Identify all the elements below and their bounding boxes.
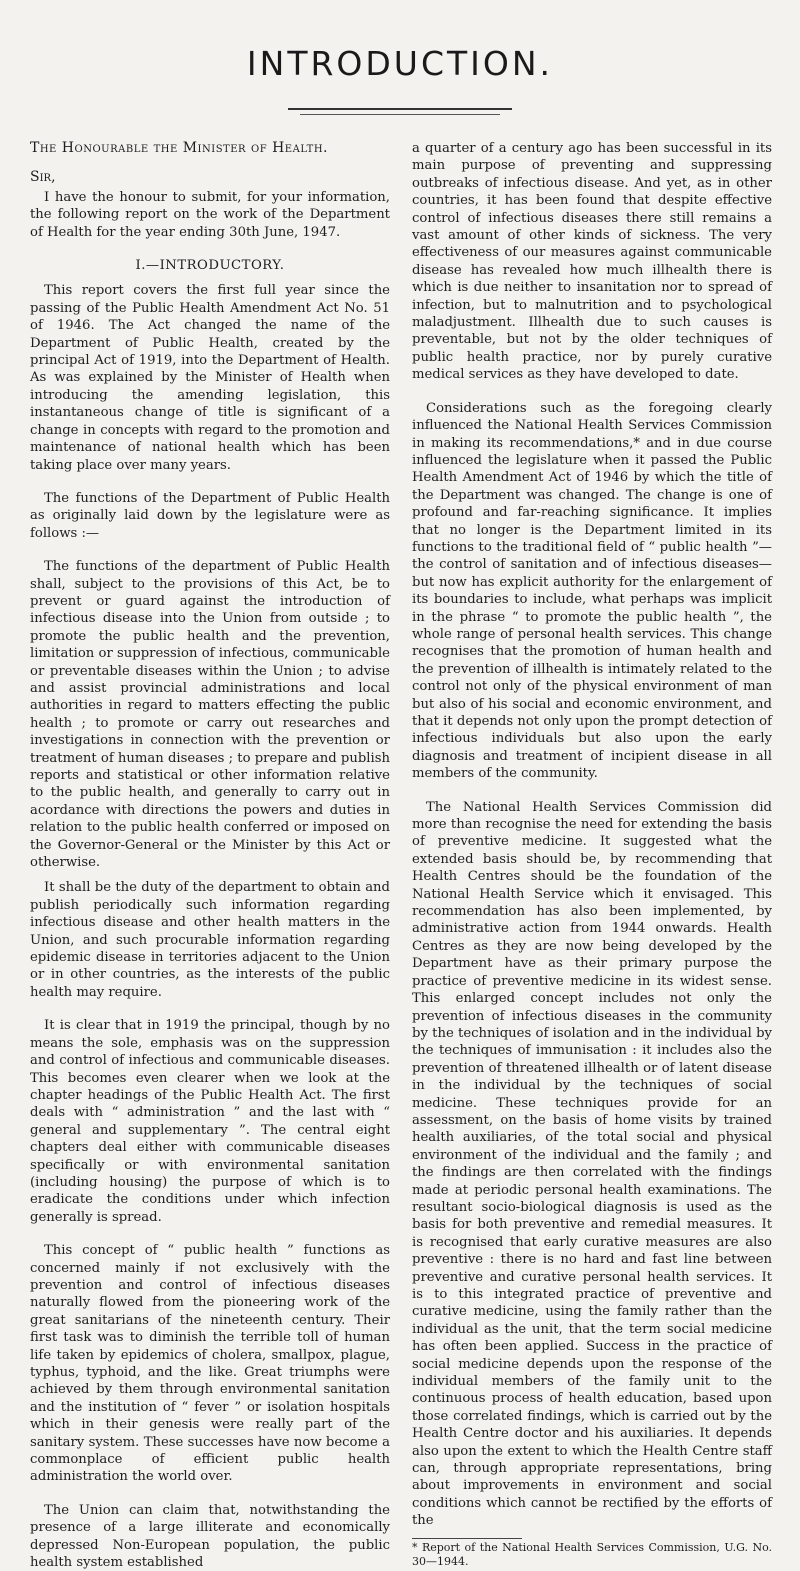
paragraph: The National Health Services Commission did more than recognise the need for extending the basis of preventive medicine. It suggested what the extended basis should be, by recommending that Health Centres should be the foundation of the National Health Service which it envisaged. This recommendation has also been implemented, by administrative action from 1944 onwards. Health Centres as they are now being developed by the Department have as their primary purpose the practice of preventive medicine in its widest sense. This enlarged concept includes not only the prevention of infectious diseases in the community by the techniques of isolation and in the individual by the techniques of immunisation : it includes also the prevention of threatened illhealth or of latent disease in the individual by the techniques of social medicine. These techniques provide for an assessment, on the basis of home visits by trained health auxiliaries, of the total social and physical environment of the individual and the family ; and the findings are then correlated with the findings made at periodic personal health examinations. The resultant socio-biological diagnosis is used as the basis for both preventive and remedial measures. It is recognised that early curative measures are also preventive : there is no hard and fast line between preventive and curative personal health services. It is to this integrated practice of preventive and curative medicine, using the family rather than the individual as the unit, that the term social medicine has often been applied. Success in the practice of social medicine depends upon the response of the individual members of the family unit to the continuous process of health education, based upon those correlated findings, which is carried out by the Health Centre doctor and his auxiliaries. It depends also upon the extent to which the Health Centre staff can, through appropriate representations, bring about improvements in environment and social conditions which cannot be rectified by the efforts of the [412, 799, 772, 1529]
quoted-act-paragraph: The functions of the department of Public Health shall, subject to the provisions of this Act, be to prevent or guard against the introduction of infectious disease into the Union from outside ; to promote the public health and the prevention, limitation or suppression of infectious, communicable or preventable diseases within the Union ; to advise and assist provincial administrations and local authorities in regard to matters effecting the public health ; to promote or carry out researches and investigations in connection with the prevention or treatment of human diseases ; to prepare and publish reports and statistical or other information relative to the public health, and generally to carry out in acordance with directions the powers and duties in relation to the public health conferred or imposed on the Governor-General or the Minister by this Act or otherwise. [30, 559, 390, 871]
page-heading: INTRODUCTION. [246, 44, 554, 83]
paragraph: The Union can claim that, notwithstanding the presence of a large illiterate and economically depressed Non-European population, the public health system established [30, 1502, 390, 1571]
paragraph: a quarter of a century ago has been successful in its main purpose of preventing and suppressing outbreaks of infectious disease. And yet, as in other countries, it has been found that despite effective control of infectious diseases there still remains a vast amount of other kinds of sickness. The very effectiveness of our measures against communicable disease has revealed how much illhealth there is which is due neither to insanitation nor to spread of infection, but to malnutrition and to psychological maladjustment. Illhealth due to such causes is preventable, but not by the older techniques of public health practice, nor by purely curative medical services as they have developed to date. [412, 141, 772, 383]
addressee-line: The Honourable the Minister of Health. [30, 140, 328, 156]
right-column [412, 140, 772, 1569]
paragraph: It is clear that in 1919 the principal, though by no means the sole, emphasis was on the suppression and control of infectious and communicable diseases. This becomes even clearer when we look at the chapter headings of the Public Health Act. The first deals with “ administration ” and the last with “ general and supplementary ”. The central eight chapters deal either with communicable diseases specifically or with environmental sanitation (including housing) the purpose of which is to eradicate the conditions under which infection generally is spread. [30, 1018, 390, 1225]
heading-rule-thin [300, 114, 500, 115]
footnote: * Report of the National Health Services Commission, U.G. No. 30—1944. [412, 1540, 772, 1568]
section-title: I.—INTRODUCTORY. [135, 258, 285, 274]
paragraph: Considerations such as the foregoing clearly influenced the National Health Services Commission in making its recommendations,* and in due course influenced the legislature when it passed the Public Health Amendment Act of 1946 by which the title of the Department was changed. The change is one of profound and far-reaching significance. It implies that no longer is the Department limited in its functions to the traditional field of “ public health ”—the control of sanitation and of infectious diseases—but now has explicit authority for the enlargement of its boundaries to include, what perhaps was implicit in the phrase “ to promote the public health ”, the whole range of personal health services. This change recognises that the promotion of human health and the prevention of illhealth is intimately related to the control not only of the physical environment of man but also of his social and economic environment, and that it depends not only upon the prompt detection of infectious individuals but also upon the early diagnosis and treatment of incipient disease in all members of the community. [412, 400, 772, 782]
paragraph: This concept of “ public health ” functions as concerned mainly if not exclusively with the prevention and control of infectious diseases naturally flowed from the pioneering work of the great sanitarians of the nineteenth century. Their first task was to diminish the terrible toll of human life taken by epidemics of cholera, smallpox, plague, typhus, typhoid, and the like. Great triumphs were achieved by them through environmental sanitation and the institution of “ fever ” or isolation hospitals which in their genesis were really part of the sanitary system. These successes have now become a commonplace of efficient public health administration the world over. [30, 1243, 390, 1485]
paragraph: This report covers the first full year since the passing of the Public Health Amendment Act No. 51 of 1946. The Act changed the name of the Department of Public Health, created by the principal Act of 1919, into the Department of Health. As was explained by the Minister of Health when introducing the amending legislation, this instantaneous change of title is significant of a change in concepts with regard to the promotion and maintenance of national health which has been taking place over many years. [30, 283, 390, 473]
opening-paragraph: I have the honour to submit, for your information, the following report on the work of the Department of Health for the year ending 30th June, 1947. [30, 189, 390, 240]
footnote-rule [412, 1538, 522, 1539]
quoted-act-paragraph: It shall be the duty of the department to obtain and publish periodically such information regarding infectious disease and other health matters in the Union, and such procurable information regarding epidemic disease in territories adjacent to the Union or in other countries, as the interests of the public health may require. [30, 880, 390, 1000]
paragraph: The functions of the Department of Public Health as originally laid down by the legislature were as follows :— [30, 490, 390, 541]
salutation: Sir, [30, 169, 56, 186]
heading-rule-thick [288, 108, 512, 110]
left-column [30, 140, 390, 1571]
